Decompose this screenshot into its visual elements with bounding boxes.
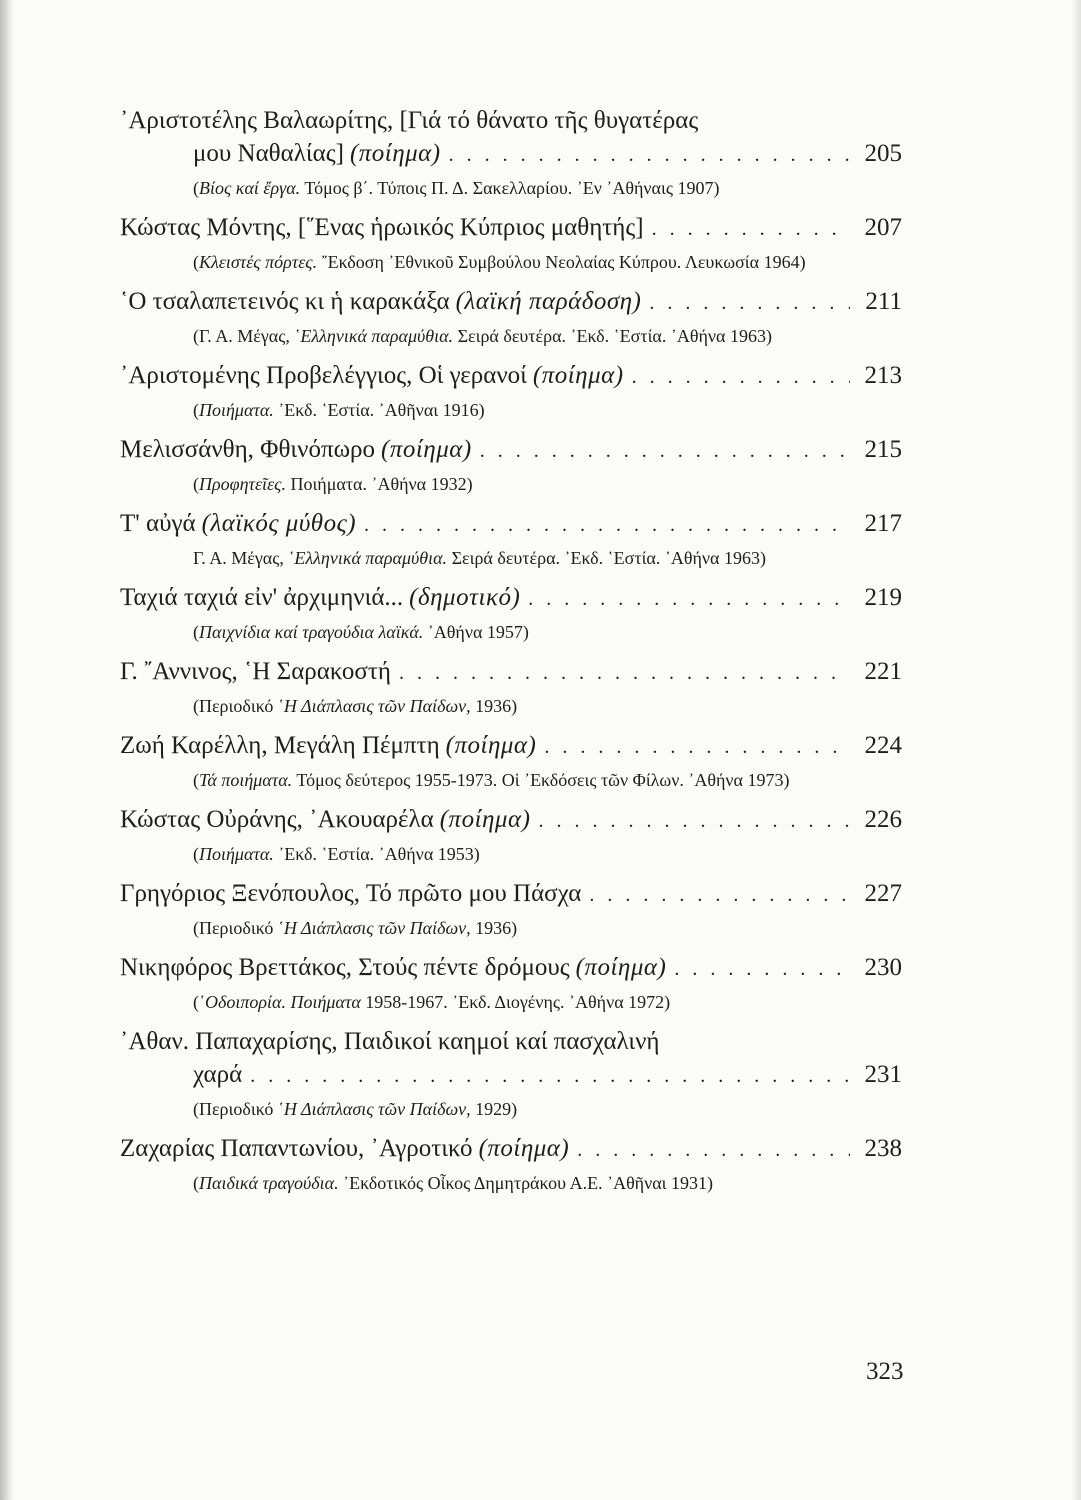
entry-page: 211 — [865, 288, 902, 315]
entry-genre: (δημοτικό) — [409, 584, 521, 611]
source-pre: Περιοδικό — [199, 696, 274, 716]
entry-genre: (ποίημα) — [575, 954, 667, 981]
leader-dots — [544, 731, 850, 764]
source-italic: Προφητεῖες. — [199, 474, 286, 494]
entry-source: (Παιχνίδια καί τραγούδια λαϊκά. ᾿Αθήνα 1957) — [193, 622, 529, 642]
entry-genre: (ποίημα) — [445, 732, 537, 759]
entry-title: Γρηγόριος Ξενόπουλος, Τό πρῶτο μου Πάσχα — [120, 880, 582, 907]
source-italic: ῾Ελληνικά παραμύθια. — [288, 548, 448, 568]
entry-source: (Τά ποιήματα. Τόμος δεύτερος 1955-1973. Οἱ ᾿Εκδόσεις τῶν Φίλων. ᾿Αθήνα 1973) — [193, 770, 790, 790]
entry-title-line1: ᾿Αριστοτέλης Βαλαωρίτης, [Γιά τό θάνατο τῆς θυγατέρας — [120, 107, 699, 134]
source-italic: Παιχνίδια καί τραγούδια λαϊκά. — [199, 622, 424, 642]
entry-title: ῾Ο τσαλαπετεινός κι ἡ καρακάξα — [120, 288, 450, 315]
entry-genre: (ποίημα) — [478, 1135, 570, 1162]
entry-title: Ταχιά ταχιά εἰν' ἀρχιμηνιά... — [120, 584, 404, 611]
leader-dots — [449, 139, 850, 172]
entry-title: Κώστας Μόντης, [῞Ενας ἡρωικός Κύπριος μαθητής] — [120, 214, 644, 241]
source-rest: ᾿Εκδοτικός Οἶκος Δημητράκου Α.Ε. ᾿Αθῆναι 1931) — [343, 1173, 714, 1193]
entry-title: Ζαχαρίας Παπαντωνίου, ᾿Αγροτικό — [120, 1135, 473, 1162]
source-italic: ῾Η Διάπλασις τῶν Παίδων, — [277, 696, 471, 716]
toc-entry — [120, 951, 906, 1016]
leader-dots — [538, 805, 850, 838]
toc-entry — [120, 104, 906, 202]
source-italic: ῾Η Διάπλασις τῶν Παίδων, — [277, 1099, 471, 1119]
entry-title: Γ. ῎Αννινος, ῾Η Σαρακοστή — [120, 658, 392, 685]
entry-page: 213 — [864, 362, 902, 389]
entry-source: (Προφητεῖες. Ποιήματα. ᾿Αθήνα 1932) — [193, 474, 473, 494]
entry-genre: (ποίημα) — [349, 140, 441, 167]
entry-page: 217 — [864, 510, 902, 537]
entry-source: (Γ. Α. Μέγας, ῾Ελληνικά παραμύθια. Σειρά δευτέρα. ᾿Εκδ. ῾Εστία. ᾿Αθήνα 1963) — [193, 326, 772, 346]
entry-title: Κώστας Οὐράνης, ᾿Ακουαρέλα — [120, 806, 434, 833]
leader-dots — [399, 657, 850, 690]
entry-page: 205 — [864, 140, 902, 167]
source-pre: Γ. Α. Μέγας, — [199, 326, 290, 346]
source-pre: Περιοδικό — [199, 918, 274, 938]
leader-dots — [528, 583, 850, 616]
leader-dots — [364, 509, 850, 542]
toc-entry — [120, 211, 906, 276]
source-italic: ῾Η Διάπλασις τῶν Παίδων, — [277, 918, 471, 938]
entry-page: 230 — [864, 954, 902, 981]
entry-source: (Παιδικά τραγούδια. ᾿Εκδοτικός Οἶκος Δημητράκου Α.Ε. ᾿Αθῆναι 1931) — [193, 1173, 714, 1193]
entry-page: 221 — [864, 658, 902, 685]
page-edge-right — [1071, 0, 1081, 1500]
entry-page: 227 — [864, 880, 902, 907]
toc-entry — [120, 359, 906, 424]
source-rest: ᾿Εκδ. ῾Εστία. ᾿Αθῆναι 1916) — [278, 400, 485, 420]
source-italic: Τά ποιήματα. — [199, 770, 293, 790]
leader-dots — [649, 287, 850, 320]
source-pre: Περιοδικό — [199, 1099, 274, 1119]
entry-page: 231 — [864, 1061, 902, 1088]
toc-entry — [120, 285, 906, 350]
entry-genre: (λαϊκή παράδοση) — [455, 288, 642, 315]
entry-genre: (ποίημα) — [532, 362, 624, 389]
entry-genre: (ποίημα) — [381, 436, 472, 463]
source-rest: Ποιήματα. ᾿Αθήνα 1932) — [290, 474, 473, 494]
source-italic: Παιδικά τραγούδια. — [199, 1173, 339, 1193]
entry-source: (Περιοδικό ῾Η Διάπλασις τῶν Παίδων, 1936) — [193, 696, 518, 716]
source-rest: ῎Εκδοση ᾿Εθνικοῦ Συμβούλου Νεολαίας Κύπρου. Λευκωσία 1964) — [321, 252, 806, 272]
source-rest: Σειρά δευτέρα. ᾿Εκδ. ῾Εστία. ᾿Αθήνα 1963) — [457, 326, 772, 346]
leader-dots — [652, 213, 850, 246]
toc-entry — [120, 803, 906, 868]
leader-dots — [674, 953, 850, 986]
entry-title: Τ' αὐγά — [120, 510, 196, 537]
page-edge-shadow — [0, 0, 14, 1500]
entry-source: (Περιοδικό ῾Η Διάπλασις τῶν Παίδων, 1929) — [193, 1099, 518, 1119]
entry-title-line1: ᾿Αθαν. Παπαχαρίσης, Παιδικοί καημοί καί πασχαλινή — [120, 1028, 660, 1055]
source-italic: ῾Οδοιπορία. Ποιήματα — [199, 992, 361, 1012]
leader-dots — [632, 361, 850, 394]
entry-page: 207 — [864, 214, 902, 241]
entry-source: (῾Οδοιπορία. Ποιήματα 1958-1967. ᾿Εκδ. Διογένης. ᾿Αθήνα 1972) — [193, 992, 671, 1012]
toc-entry — [120, 1132, 906, 1197]
entry-page: 215 — [864, 436, 902, 463]
entry-title-line2: μου Ναθαλίας] — [193, 140, 344, 167]
source-italic: Ποιήματα. — [199, 844, 274, 864]
entry-page: 238 — [864, 1135, 902, 1162]
entry-source: (Βίος καί ἔργα. Τόμος β΄. Τύποις Π. Δ. Σακελλαρίου. ᾿Εν ᾿Αθήναις 1907) — [193, 178, 720, 198]
source-rest: ᾿Εκδ. ῾Εστία. ᾿Αθήνα 1953) — [278, 844, 480, 864]
leader-dots — [577, 1134, 850, 1167]
leader-dots — [589, 879, 850, 912]
source-rest: 1958-1967. ᾿Εκδ. Διογένης. ᾿Αθήνα 1972) — [365, 992, 671, 1012]
entry-page: 219 — [864, 584, 902, 611]
entry-source: (Ποιήματα. ᾿Εκδ. ῾Εστία. ᾿Αθῆναι 1916) — [193, 400, 485, 420]
toc-entry — [120, 581, 906, 646]
source-rest: 1936) — [475, 696, 518, 716]
entry-title: ᾿Αριστομένης Προβελέγγιος, Οἱ γερανοί — [120, 362, 527, 389]
entry-title: Νικηφόρος Βρεττάκος, Στούς πέντε δρόμους — [120, 954, 570, 981]
entry-source: (Περιοδικό ῾Η Διάπλασις τῶν Παίδων, 1936) — [193, 918, 518, 938]
entry-page: 224 — [864, 732, 902, 759]
source-italic: ῾Ελληνικά παραμύθια. — [294, 326, 454, 346]
table-of-contents — [120, 104, 906, 1206]
entry-title: Μελισσάνθη, Φθινόπωρο — [120, 436, 376, 463]
entry-genre: (ποίημα) — [439, 806, 531, 833]
source-italic: Ποιήματα. — [199, 400, 274, 420]
toc-entry — [120, 507, 906, 572]
entry-source — [120, 544, 906, 572]
leader-dots — [480, 435, 850, 468]
page-number: 323 — [866, 1358, 904, 1385]
entry-source: (Κλειστές πόρτες. ῎Εκδοση ᾿Εθνικοῦ Συμβούλου Νεολαίας Κύπρου. Λευκωσία 1964) — [193, 252, 806, 272]
entry-source: (Ποιήματα. ᾿Εκδ. ῾Εστία. ᾿Αθήνα 1953) — [193, 844, 480, 864]
source-rest: Τόμος β΄. Τύποις Π. Δ. Σακελλαρίου. ᾿Εν ᾿Αθήναις 1907) — [304, 178, 720, 198]
source-rest: ᾿Αθήνα 1957) — [427, 622, 529, 642]
leader-dots — [250, 1060, 850, 1093]
source-rest: Σειρά δευτέρα. ᾿Εκδ. ῾Εστία. ᾿Αθήνα 1963) — [451, 548, 766, 568]
source-rest: Τόμος δεύτερος 1955-1973. Οἱ ᾿Εκδόσεις τῶν Φίλων. ᾿Αθήνα 1973) — [296, 770, 790, 790]
toc-entry — [120, 729, 906, 794]
toc-entry — [120, 877, 906, 942]
toc-entry — [120, 1025, 906, 1123]
source-rest: 1936) — [475, 918, 518, 938]
entry-title: Ζωή Καρέλλη, Μεγάλη Πέμπτη — [120, 732, 440, 759]
entry-page: 226 — [864, 806, 902, 833]
source-italic: Κλειστές πόρτες. — [199, 252, 318, 272]
toc-entry — [120, 655, 906, 720]
source-italic: Βίος καί ἔργα. — [199, 178, 301, 198]
source-rest: 1929) — [475, 1099, 518, 1119]
toc-entry — [120, 433, 906, 498]
entry-title-line2: χαρά — [193, 1061, 243, 1088]
source-pre: Γ. Α. Μέγας, — [193, 548, 284, 568]
entry-genre: (λαϊκός μύθος) — [201, 510, 357, 537]
